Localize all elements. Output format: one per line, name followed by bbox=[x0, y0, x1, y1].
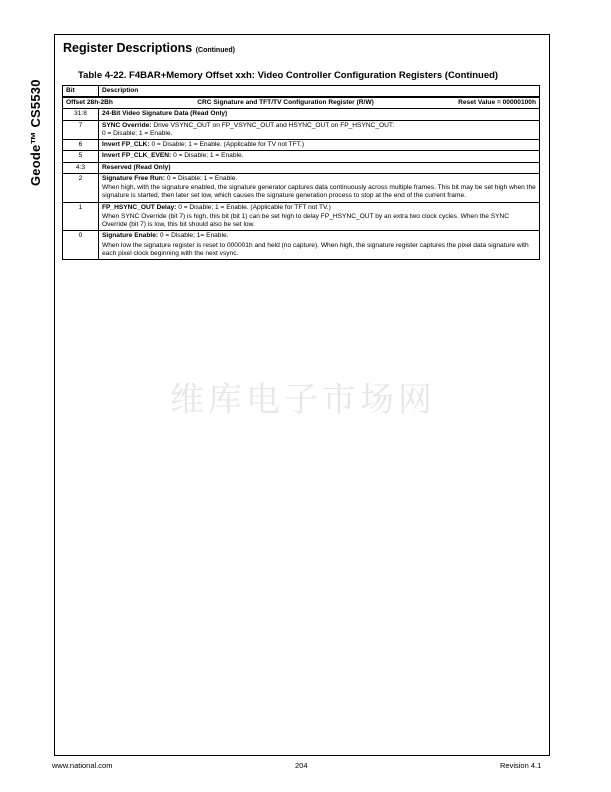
offset-label: Offset 28h-2Bh bbox=[66, 99, 113, 107]
field-extra: When high, with the signature enabled, the signature generator captures data continuously across multiple frames. This bit may be set high when the signature is started, then later set low, which causes the signature generation process to stop at the end of the current frame. bbox=[102, 184, 536, 200]
field-text: 0 = Disable; 1= Enable. bbox=[158, 232, 229, 240]
field-extra: When low the signature register is reset to 000001h and held (no capture). When high, the signature register captures the pixel data signature with each pixel clock beginning with the next vsync. bbox=[102, 241, 529, 257]
bit-cell: 4:3 bbox=[63, 162, 99, 173]
description-cell bbox=[99, 120, 540, 139]
description-cell bbox=[99, 173, 540, 202]
table-row bbox=[63, 231, 540, 260]
field-text: 0 = Disable; 1 = Enable. bbox=[165, 174, 238, 182]
field-name: Signature Free Run: bbox=[102, 174, 166, 182]
table-caption: Table 4-22. F4BAR+Memory Offset xxh: Video Controller Configuration Registers (Continued) bbox=[78, 70, 499, 81]
field-extra: 0 = Disable; 1 = Enable. bbox=[102, 129, 173, 137]
field-name: Invert FP_CLK: bbox=[102, 141, 150, 149]
description-cell bbox=[99, 162, 540, 173]
field-extra: When SYNC Override (bit 7) is high, this bit (bit 1) can be set high to delay FP_HSYNC_OUT by an extra two clock cycles. When the SYNC Override (bit 7) is low, this bit should also be set low. bbox=[102, 212, 510, 229]
bit-cell: 31:8 bbox=[63, 109, 99, 120]
footer-revision: Revision 4.1 bbox=[500, 761, 542, 770]
section-title-text: Register Descriptions bbox=[63, 41, 193, 55]
description-cell bbox=[99, 109, 540, 120]
description-cell bbox=[99, 231, 540, 260]
watermark-text: 维库电子市场网 bbox=[170, 380, 436, 420]
register-table bbox=[62, 85, 540, 260]
offset-row bbox=[63, 97, 540, 109]
field-text: 0 = Disable; 1 = Enable. (Applicable for TV not TFT.) bbox=[149, 141, 305, 149]
footer-url[interactable]: www.national.com bbox=[52, 761, 113, 770]
section-title bbox=[63, 41, 235, 55]
table-row bbox=[63, 202, 540, 231]
field-text: 0 = Disable; 1 = Enable. (Applicable for TFT not TV.) bbox=[176, 203, 331, 211]
table-row bbox=[63, 162, 540, 173]
header-description: Description bbox=[99, 86, 540, 98]
table-row bbox=[63, 151, 540, 162]
header-bit: Bit bbox=[63, 86, 99, 98]
bit-cell: 7 bbox=[63, 120, 99, 139]
bit-cell: 1 bbox=[63, 202, 99, 231]
table-row bbox=[63, 140, 540, 151]
field-name: Reserved (Read Only) bbox=[102, 163, 171, 171]
bit-cell: 0 bbox=[63, 231, 99, 260]
table-header-row bbox=[63, 86, 540, 98]
register-name: CRC Signature and TFT/TV Configuration Register (R/W) bbox=[197, 99, 374, 107]
field-name: Signature Enable: bbox=[102, 232, 159, 240]
reset-value: Reset Value = 00000100h bbox=[458, 99, 536, 107]
field-name: Invert FP_CLK_EVEN: bbox=[102, 152, 172, 160]
description-cell bbox=[99, 151, 540, 162]
field-name: SYNC Override: bbox=[102, 121, 152, 129]
table-row bbox=[63, 173, 540, 202]
product-name: Geode™ CS5530 bbox=[28, 79, 43, 186]
field-name: 24-Bit Video Signature Data (Read Only) bbox=[102, 110, 228, 118]
description-cell bbox=[99, 140, 540, 151]
footer-page-number: 204 bbox=[295, 761, 308, 770]
section-continued-label: (Continued) bbox=[195, 47, 235, 54]
description-cell bbox=[99, 202, 540, 231]
table-row bbox=[63, 109, 540, 120]
field-text: 0 = Disable; 1 = Enable. bbox=[171, 152, 244, 160]
field-text: Drive VSYNC_OUT on FP_VSYNC_OUT and HSYNC_OUT on FP_HSYNC_OUT: bbox=[151, 121, 395, 129]
table-row bbox=[63, 120, 540, 139]
bit-cell: 6 bbox=[63, 140, 99, 151]
bit-cell: 2 bbox=[63, 173, 99, 202]
field-name: FP_HSYNC_OUT Delay: bbox=[102, 203, 177, 211]
document-side-title bbox=[26, 36, 48, 186]
bit-cell: 5 bbox=[63, 151, 99, 162]
